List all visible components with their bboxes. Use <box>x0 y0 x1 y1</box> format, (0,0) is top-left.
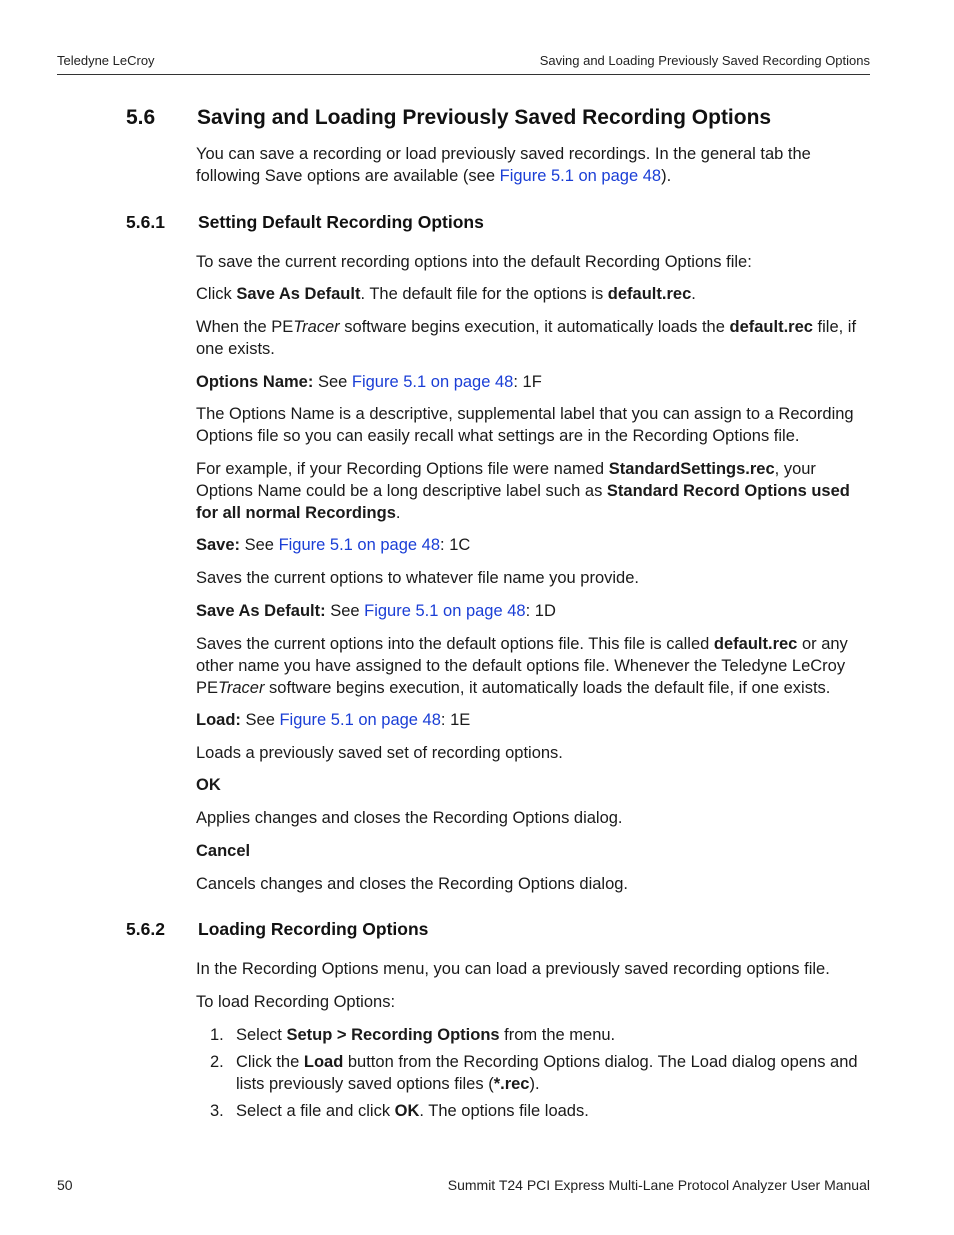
section-title: Saving and Loading Previously Saved Recording Options <box>197 106 772 129</box>
paragraph: To load Recording Options: <box>196 993 396 1011</box>
figure-link[interactable]: Figure 5.1 on page 48 <box>351 373 514 391</box>
paragraph: To save the current recording options into the default Recording Options file: <box>196 253 752 271</box>
figure-link[interactable]: Figure 5.1 on page 48 <box>279 711 441 729</box>
section-number: 5.6 <box>126 106 156 129</box>
subsection-heading-1: 5.6.1 Setting Default Recording Options <box>126 212 484 232</box>
paragraph: The Options Name is a descriptive, supplemental label that you can assign to a Recording Options file so you can easily recall what settings are in the Recording Options file. <box>196 405 854 445</box>
figure-link[interactable]: Figure 5.1 on page 48 <box>499 167 662 185</box>
paragraph: Saves the current options into the default options file. This file is called default.rec or any other name you have assigned to the default options file. Whenever the Teledyne LeCroy PETracer software begins execution, it automatically loads the default file, if one exists. <box>196 635 848 697</box>
section-heading <box>126 106 771 130</box>
ok-label: OK <box>196 776 221 794</box>
paragraph: Click Save As Default. The default file for the options is default.rec. <box>196 285 696 303</box>
save-ref: Save: See Figure 5.1 on page 48: 1C <box>196 536 471 554</box>
page-number: 50 <box>57 1177 73 1193</box>
header-rule <box>57 74 870 75</box>
footer-title: Summit T24 PCI Express Multi-Lane Protocol Analyzer User Manual <box>447 1177 870 1193</box>
running-header-right: Saving and Loading Previously Saved Recording Options <box>539 53 870 68</box>
paragraph: Loads a previously saved set of recording options. <box>196 744 563 762</box>
paragraph: For example, if your Recording Options file were named StandardSettings.rec, your Options Name could be a long descriptive label such as Standard Record Options used for all normal Recordings. <box>196 460 850 522</box>
paragraph: Applies changes and closes the Recording Options dialog. <box>196 809 623 827</box>
figure-link[interactable]: Figure 5.1 on page 48 <box>278 536 441 554</box>
load-ref: Load: See Figure 5.1 on page 48: 1E <box>196 711 471 729</box>
paragraph: In the Recording Options menu, you can load a previously saved recording options file. <box>196 960 830 978</box>
list-item: 2. Click the Load button from the Recording Options dialog. The Load dialog opens and lists previously saved options files (*.rec). <box>210 1053 858 1093</box>
steps-list <box>196 1024 871 1127</box>
cancel-label: Cancel <box>196 842 251 860</box>
section-intro: You can save a recording or load previously saved recordings. In the general tab the following Save options are available (see Figure 5.1 on page 48). <box>196 145 811 185</box>
list-item: 1. Select Setup > Recording Options from the menu. <box>210 1026 616 1044</box>
figure-link[interactable]: Figure 5.1 on page 48 <box>364 602 526 620</box>
save-as-default-ref: Save As Default: See Figure 5.1 on page 48: 1D <box>196 602 556 620</box>
running-header-left: Teledyne LeCroy <box>57 53 155 68</box>
paragraph: When the PETracer software begins execution, it automatically loads the default.rec file, if one exists. <box>196 318 857 358</box>
paragraph: Cancels changes and closes the Recording Options dialog. <box>196 875 629 893</box>
list-item: 3. Select a file and click OK. The options file loads. <box>210 1102 589 1120</box>
options-name-ref: Options Name: See Figure 5.1 on page 48: 1F <box>196 373 542 391</box>
subsection-heading-2: 5.6.2 Loading Recording Options <box>126 919 429 939</box>
paragraph: Saves the current options to whatever file name you provide. <box>196 569 639 587</box>
